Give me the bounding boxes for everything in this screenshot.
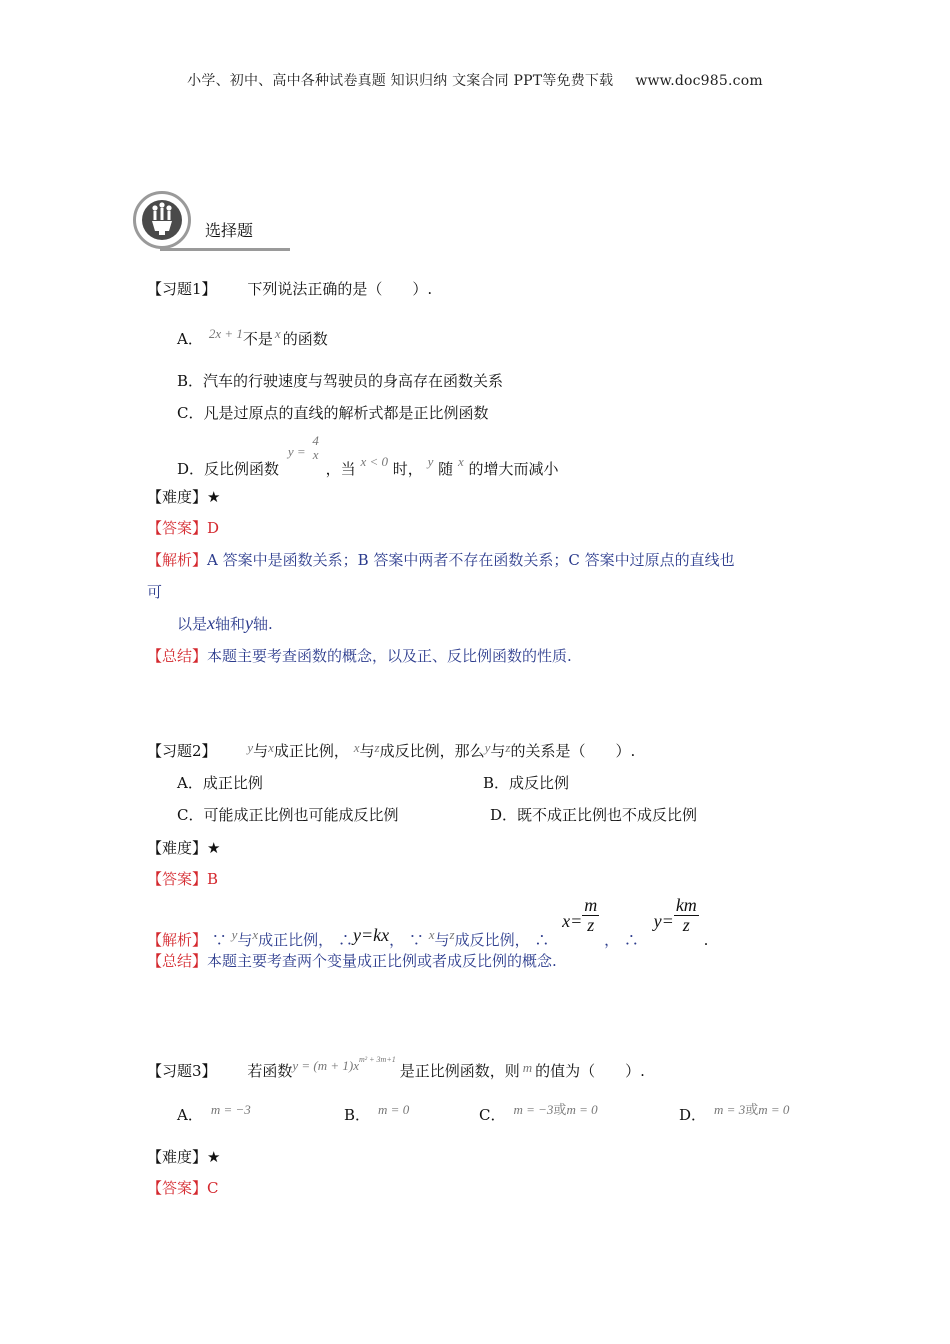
q1-option-a-math: 2x + 1 (208, 326, 243, 341)
q3-option-c: C． m = −3或m = 0 (479, 1102, 598, 1124)
q1-summary (147, 645, 572, 666)
q2-tag: 【习题2】 (147, 742, 217, 760)
q2-summary: 【总结】本题主要考查两个变量成正比例或者成反比例的概念. (147, 952, 557, 970)
q3-option-d: D． m = 3或m = 0 (679, 1102, 790, 1124)
header-site: www.doc985.com (635, 73, 763, 89)
analysis-label: 【解析】 (147, 551, 208, 569)
q3-answer-value: C (207, 1179, 219, 1197)
q1-summary-text: 本题主要考查函数的概念，以及正、反比例函数的性质. (207, 647, 572, 665)
header-text: 小学、初中、高中各种试卷真题 知识归纳 文案合同 PPT等免费下载 (187, 73, 614, 89)
q1-option-d (177, 430, 559, 478)
q1-option-a-label: A． (177, 330, 203, 348)
q2-answer: 【答案】B (147, 870, 219, 888)
q2-difficulty: 【难度】★ (147, 839, 221, 857)
q1-answer (147, 517, 219, 538)
q2-difficulty-stars: ★ (207, 839, 221, 857)
q1-stem-line (147, 278, 432, 299)
q2-stem-line: 【习题2】 y与x成正比例， x与z成反比例，那么y与z的关系是（ ）. (147, 740, 636, 760)
q3-difficulty: 【难度】★ (147, 1148, 221, 1166)
q1-answer-value: D (207, 519, 220, 537)
q3-difficulty-stars: ★ (207, 1148, 221, 1166)
section-title: 选择题 (205, 221, 254, 240)
q1-option-d-func: y = (287, 443, 306, 459)
trophy-figures-icon (133, 191, 191, 249)
q1-analysis-line1 (147, 549, 735, 570)
q1-option-d-fraction: 4 x (312, 433, 319, 462)
q2-option-a: A．成正比例 (177, 774, 263, 792)
q1-analysis-y: y (245, 613, 254, 633)
section-underline (160, 248, 290, 251)
page-header (0, 70, 950, 90)
q1-option-b: B．汽车的行驶速度与驾驶员的身高存在函数关系 (177, 372, 504, 390)
q3-function: y = (m + 1)x (292, 1058, 359, 1073)
q2-answer-value: B (207, 870, 219, 888)
q1-option-a-var: x (274, 326, 281, 341)
q3-answer: 【答案】C (147, 1179, 219, 1197)
q1-option-d-condition: x < 0 (360, 453, 389, 469)
q1-option-a-suffix: 的函数 (282, 330, 328, 348)
q1-stem: 下列说法正确的是（ ）. (247, 280, 433, 298)
q1-option-a-text: 不是 (242, 330, 273, 348)
q2-analysis-eq2-fraction: $\frac{m}{z}$ (584, 895, 598, 935)
q1-difficulty-stars: ★ (207, 488, 221, 506)
answer-label: 【答案】 (147, 519, 208, 537)
q1-option-c: C．凡是过原点的直线的解析式都是正比例函数 (177, 404, 489, 422)
q1-tag: 【习题1】 (147, 280, 217, 298)
q3-stem-line: 【习题3】 若函数$y = (m + 1)x^{m^2 + 3m+1}$是正比例函数，则 m 的值为（ ）. (147, 1055, 645, 1080)
q1-option-d-suffix: 的增大而减小 (468, 459, 559, 478)
q1-option-d-text3: 随 (438, 459, 454, 478)
q1-option-d-var-x: x (457, 453, 464, 469)
difficulty-label: 【难度】 (147, 488, 208, 506)
q1-analysis-line2: 可 (147, 583, 163, 601)
q1-option-d-label: D．反比例函数 (177, 459, 280, 478)
q3-option-b: B． m = 0 (344, 1102, 410, 1124)
q3-option-a: A． m = −3 (177, 1102, 251, 1124)
q1-analysis-x: x (207, 613, 216, 633)
q1-analysis-line3: 以是x轴和y轴. (177, 613, 273, 633)
q2-option-c: C．可能成正比例也可能成反比例 (177, 806, 399, 824)
q3-exponent: m² + 3m+1 (358, 1055, 396, 1064)
q2-analysis: 【解析】 ∵ y与x成正比例， ∴y=kx， ∵ x与z成反比例， ∴ x= $\frac{m}{z}$ ， ∴ y= $\frac{km}{z}$ . (147, 895, 709, 950)
q1-option-d-var-y: y (427, 453, 434, 469)
summary-label: 【总结】 (147, 647, 208, 665)
q1-option-d-text1: ，当 (325, 459, 356, 478)
q2-analysis-eq3-fraction: $\frac{km}{z}$ (675, 895, 697, 935)
q2-option-b: B．成反比例 (483, 774, 570, 792)
q2-option-d: D．既不成正比例也不成反比例 (490, 806, 698, 824)
q1-option-d-text2: 时， (392, 459, 423, 478)
q1-analysis-text1: A 答案中是函数关系；B 答案中两者不存在函数关系；C 答案中过原点的直线也 (207, 551, 735, 569)
q2-summary-text: 本题主要考查两个变量成正比例或者成反比例的概念. (207, 952, 557, 970)
q3-tag: 【习题3】 (147, 1062, 217, 1080)
q2-analysis-eq1: y=kx (352, 925, 390, 946)
q1-option-a (177, 328, 328, 349)
q1-difficulty (147, 486, 220, 507)
